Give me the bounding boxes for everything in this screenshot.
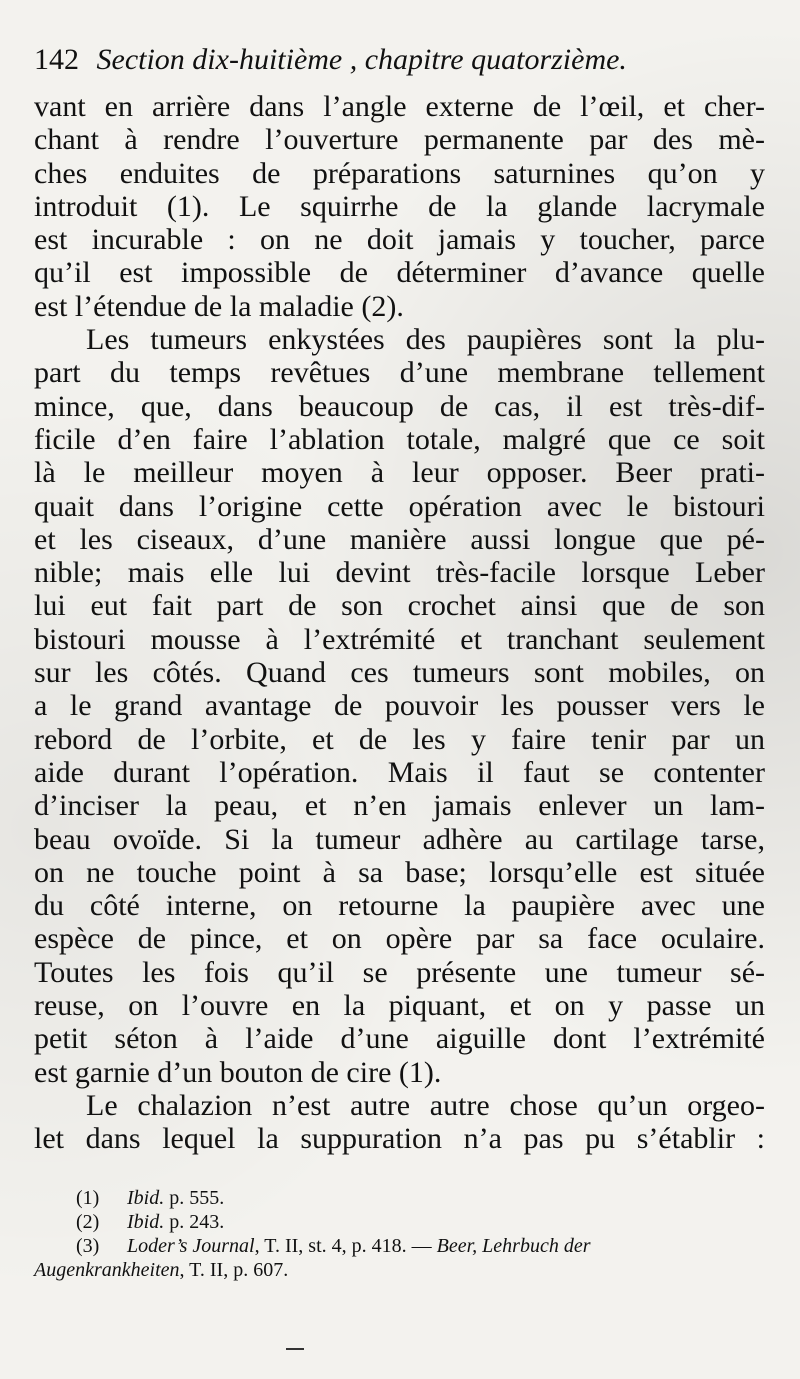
footnote-2 [34,1210,784,1234]
footnote-3 [34,1234,784,1258]
text-line: a le grand avantage de pouvoir les pousser vers le [34,689,765,723]
paragraph-start-line: Le chalazion n’est autre autre chose qu’un orgeo- [86,1088,765,1122]
footnote-text: p. 243. [164,1211,225,1233]
text-line: introduit (1). Le squirrhe de la glande lacrymale [34,189,765,223]
footnote-source: Beer, Lehrbuch der [436,1235,591,1257]
footnote-text: p. 555. [164,1187,225,1209]
footnote-mark: (2) [76,1211,100,1233]
footnote-source: Augenkrankheiten [34,1259,180,1281]
text-line: bistouri mousse à l’extrémité et tranchant seulement [34,622,765,656]
footnote-3-continuation [34,1258,784,1282]
running-title: Section dix-huitième , chapitre quatorzième. [96,43,627,76]
text-line: reuse, on l’ouvre en la piquant, et on y passe un [34,989,765,1023]
text-line: on ne touche point à sa base; lorsqu’elle est située [34,855,765,889]
text-line: est garnie d’un bouton de cire (1). [34,1055,442,1089]
body-text [34,90,765,1156]
footnote-mark: (1) [76,1187,100,1209]
text-line: et les ciseaux, d’une manière aussi longue que pé- [34,522,765,556]
footnote-source: Ibid. [127,1187,165,1209]
footnote-text: , T. II, st. 4, p. 418. — [254,1235,437,1257]
text-line: sur les côtés. Quand ces tumeurs sont mobiles, on [34,656,765,690]
footnote-mark: (3) [76,1235,100,1257]
text-line: aide durant l’opération. Mais il faut se contenter [34,755,765,789]
text-line: espèce de pince, et on opère par sa face oculaire. [34,922,765,956]
paragraph-start-line: Les tumeurs enkystées des paupières sont la plu- [86,323,765,357]
text-line: beau ovoïde. Si la tumeur adhère au cartilage tarse, [34,822,765,856]
page-header [34,42,764,78]
text-line: ficile d’en faire l’ablation totale, malgré que ce soit [34,422,765,456]
text-line: petit séton à l’aide d’une aiguille dont l’extrémité [34,1022,765,1056]
text-line: rebord de l’orbite, et de les y faire tenir par un [34,722,765,756]
footnote-source: Loder’s Journal [127,1235,255,1257]
text-line: est l’étendue de la maladie (2). [34,289,404,323]
text-line: qu’il est impossible de déterminer d’avance quelle [34,256,765,290]
text-line: lui eut fait part de son crochet ainsi que de son [34,589,765,623]
footnote-1 [34,1186,784,1210]
text-line: part du temps revêtues d’une membrane tellement [34,356,765,390]
text-line: let dans lequel la suppuration n’a pas pu s’établir : [34,1122,765,1156]
text-line: mince, que, dans beaucoup de cas, il est très-dif- [34,389,765,423]
bottom-dash-mark [286,1348,304,1350]
footnote-source: Ibid. [127,1211,165,1233]
text-line: chant à rendre l’ouverture permanente par des mè- [34,123,765,157]
text-line: du côté interne, on retourne la paupière avec une [34,889,765,923]
text-line: est incurable : on ne doit jamais y toucher, parce [34,223,765,257]
text-line: vant en arrière dans l’angle externe de l’œil, et cher- [34,90,765,123]
text-line: Toutes les fois qu’il se présente une tumeur sé- [34,955,765,989]
page-number: 142 [34,43,79,76]
footnote-text: , T. II, p. 607. [179,1259,289,1281]
text-line: ches enduites de préparations saturnines qu’on y [34,156,765,190]
text-line: d’inciser la peau, et n’en jamais enlever un lam- [34,789,765,823]
text-line: nible; mais elle lui devint très-facile lorsque Leber [34,556,765,590]
text-line: là le meilleur moyen à leur opposer. Beer prati- [34,456,765,490]
footnotes [34,1186,784,1282]
text-line: quait dans l’origine cette opération avec le bistouri [34,489,765,523]
